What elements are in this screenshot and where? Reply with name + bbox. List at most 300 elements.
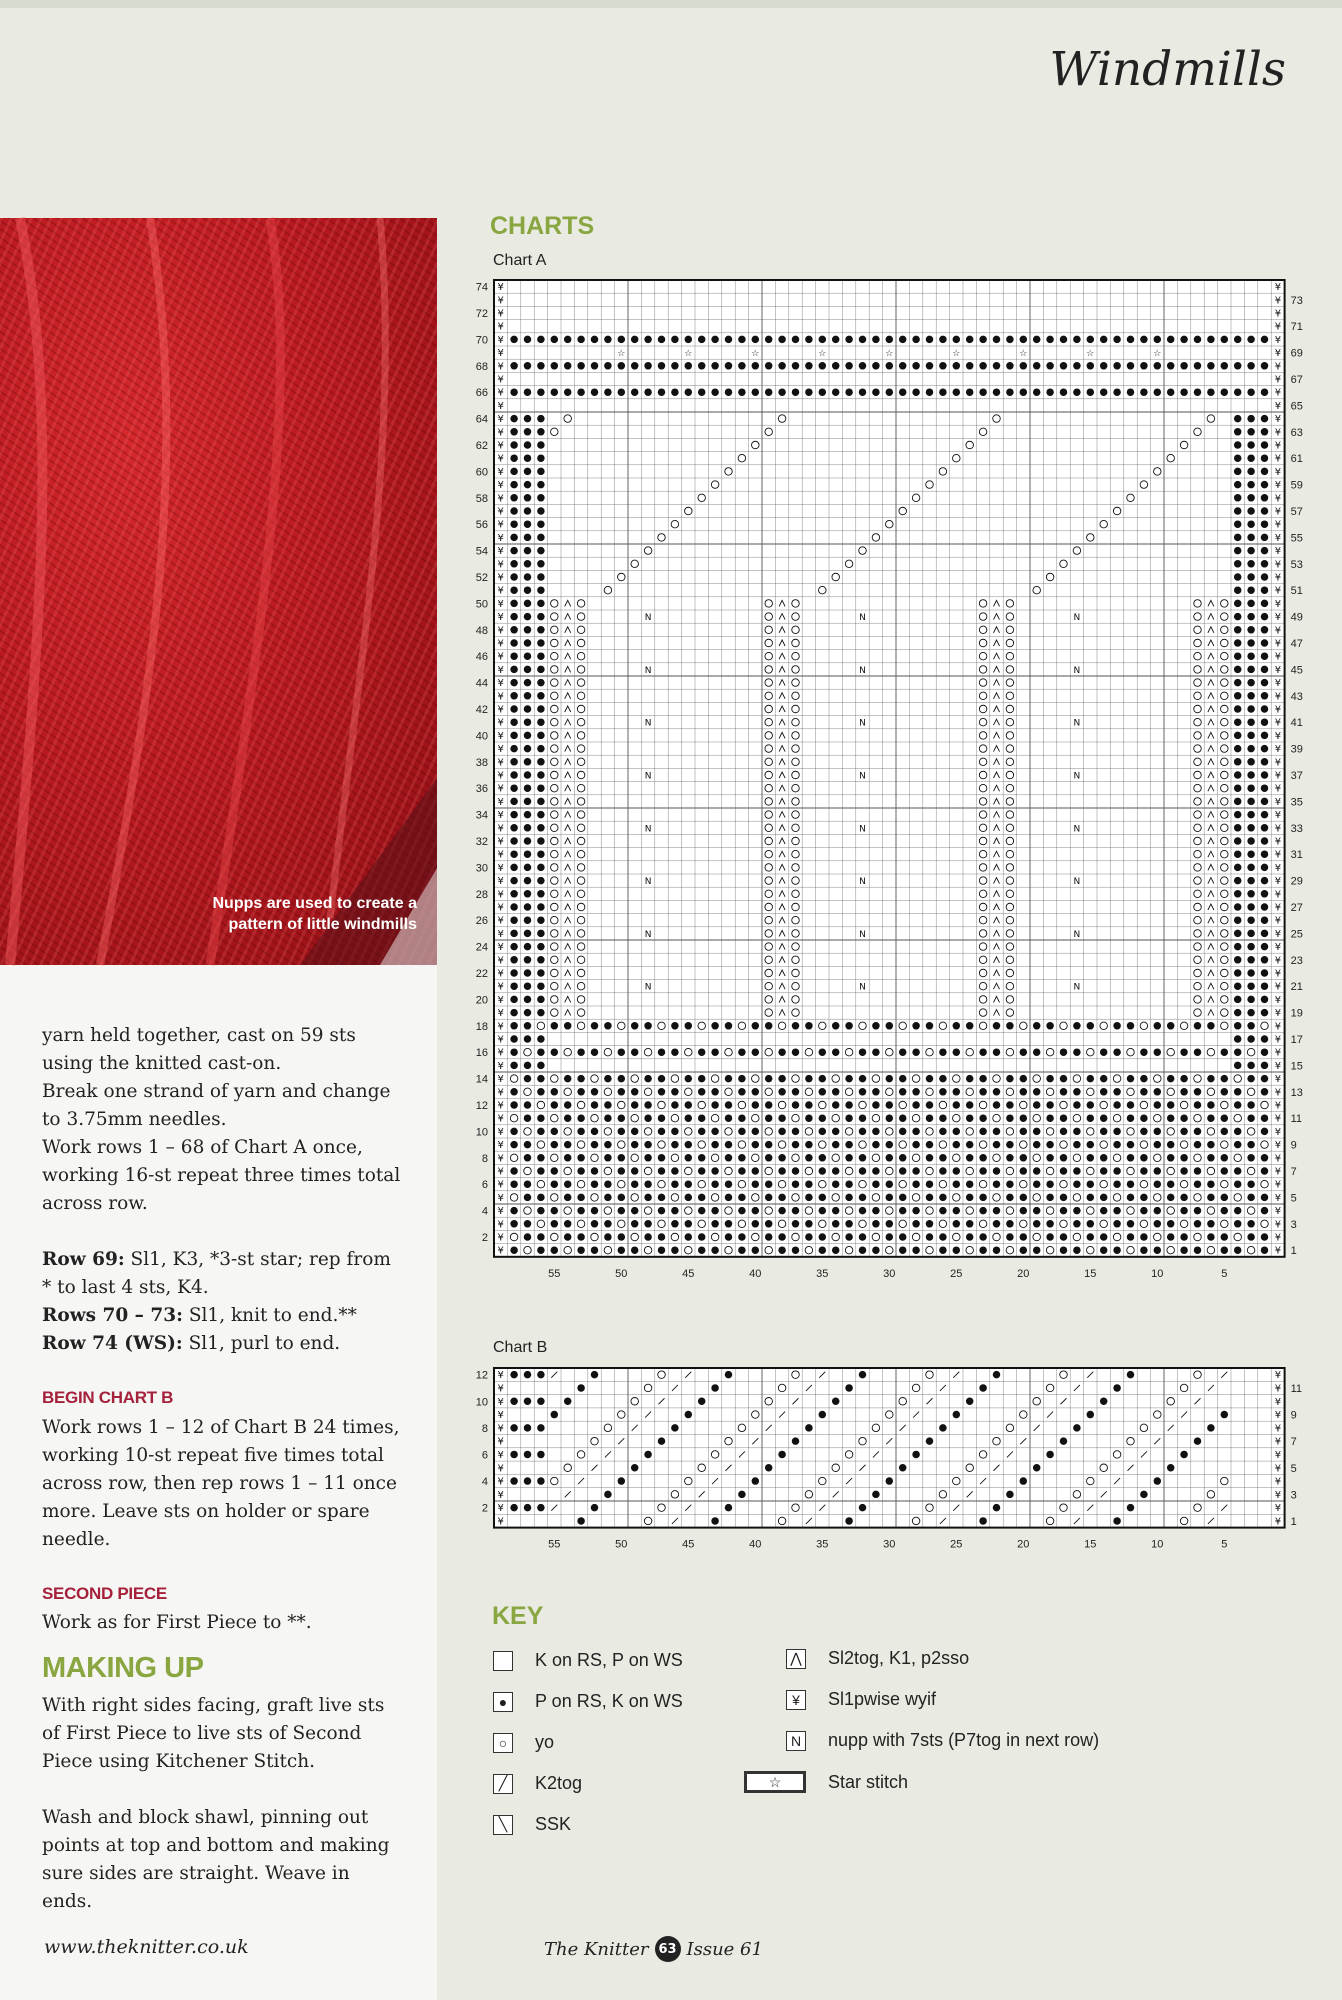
purl-mark xyxy=(1073,1101,1081,1109)
purl-mark xyxy=(510,837,518,845)
purl-mark xyxy=(1247,415,1255,423)
stitch-number: 30 xyxy=(883,1538,896,1551)
purl-mark xyxy=(1247,943,1255,951)
purl-mark xyxy=(658,388,666,396)
purl-mark xyxy=(778,1114,786,1122)
purl-mark xyxy=(618,1207,626,1215)
purl-mark xyxy=(551,1101,559,1109)
purl-mark xyxy=(658,336,666,344)
purl-mark xyxy=(1006,1022,1014,1030)
purl-mark xyxy=(510,864,518,872)
purl-mark xyxy=(738,1491,746,1499)
row-number: 33 xyxy=(1290,822,1303,835)
purl-mark xyxy=(537,1207,545,1215)
purl-mark xyxy=(1180,1154,1188,1162)
purl-mark xyxy=(1073,1088,1081,1096)
purl-mark xyxy=(537,1048,545,1056)
slip-mark: ¥ xyxy=(1274,1166,1282,1178)
purl-mark xyxy=(926,388,934,396)
slip-mark: ¥ xyxy=(497,493,504,505)
slip-mark: ¥ xyxy=(497,678,504,690)
purl-mark xyxy=(872,1167,880,1175)
purl-mark xyxy=(979,1128,987,1136)
purl-mark xyxy=(1194,362,1202,370)
purl-mark xyxy=(1046,388,1054,396)
purl-mark xyxy=(1180,336,1188,344)
purl-mark xyxy=(1207,362,1215,370)
purl-mark xyxy=(859,336,867,344)
purl-mark xyxy=(872,362,880,370)
purl-mark xyxy=(1221,1207,1229,1215)
purl-mark xyxy=(510,824,518,832)
purl-mark xyxy=(551,1022,559,1030)
purl-mark xyxy=(524,732,532,740)
slip-mark: ¥ xyxy=(1274,730,1282,742)
purl-mark xyxy=(805,1194,813,1202)
row-number: 8 xyxy=(481,1152,488,1165)
purl-mark xyxy=(537,1397,545,1405)
row-number: 20 xyxy=(475,994,488,1007)
purl-mark xyxy=(537,1088,545,1096)
slip-mark: ¥ xyxy=(497,968,504,980)
purl-mark xyxy=(510,850,518,858)
slip-mark: ¥ xyxy=(497,770,504,782)
key-label: SSK xyxy=(535,1814,572,1834)
purl-mark xyxy=(510,481,518,489)
purl-mark xyxy=(832,362,840,370)
purl-mark xyxy=(899,388,907,396)
purl-mark xyxy=(1221,362,1229,370)
purl-mark xyxy=(953,1088,961,1096)
slip-mark: ¥ xyxy=(1274,902,1282,914)
slip-mark: ¥ xyxy=(497,334,504,346)
purl-mark xyxy=(510,1062,518,1070)
row-number: 58 xyxy=(475,492,488,505)
purl-mark xyxy=(953,1220,961,1228)
purl-mark xyxy=(1046,1141,1054,1149)
purl-mark xyxy=(1247,850,1255,858)
purl-mark xyxy=(1060,1167,1068,1175)
purl-mark xyxy=(1033,336,1041,344)
purl-mark xyxy=(1113,1384,1121,1392)
purl-mark xyxy=(912,1246,920,1254)
purl-mark xyxy=(845,1141,853,1149)
nupp-mark: N xyxy=(859,824,866,835)
purl-mark xyxy=(711,1207,719,1215)
purl-mark xyxy=(604,1233,612,1241)
purl-mark xyxy=(1140,1114,1148,1122)
purl-mark xyxy=(1194,1101,1202,1109)
purl-mark xyxy=(564,1194,572,1202)
purl-mark xyxy=(886,1022,894,1030)
purl-mark xyxy=(899,1048,907,1056)
purl-mark xyxy=(577,1233,585,1241)
purl-mark xyxy=(564,1141,572,1149)
purl-mark xyxy=(604,1141,612,1149)
purl-mark xyxy=(778,1088,786,1096)
purl-mark xyxy=(939,1048,947,1056)
stitch-number: 45 xyxy=(682,1267,695,1280)
purl-mark xyxy=(524,428,532,436)
purl-mark xyxy=(524,441,532,449)
purl-mark xyxy=(1167,336,1175,344)
slip-mark: ¥ xyxy=(1274,348,1282,360)
slip-mark: ¥ xyxy=(497,1100,504,1112)
purl-mark xyxy=(939,1154,947,1162)
purl-mark xyxy=(1073,1022,1081,1030)
purl-mark xyxy=(524,1114,532,1122)
purl-mark xyxy=(966,1154,974,1162)
purl-mark xyxy=(845,1022,853,1030)
purl-mark xyxy=(832,1167,840,1175)
purl-mark xyxy=(752,388,760,396)
slip-mark: ¥ xyxy=(497,651,504,663)
purl-mark xyxy=(618,1114,626,1122)
purl-mark xyxy=(845,1180,853,1188)
purl-mark xyxy=(778,1154,786,1162)
slip-mark: ¥ xyxy=(497,1245,504,1257)
purl-mark xyxy=(711,1180,719,1188)
slip-mark: ¥ xyxy=(497,1383,504,1395)
purl-mark xyxy=(1234,1246,1242,1254)
purl-mark xyxy=(1073,1207,1081,1215)
slip-mark: ¥ xyxy=(1274,1060,1282,1072)
purl-mark xyxy=(711,336,719,344)
slip-mark: ¥ xyxy=(1274,1113,1282,1125)
purl-mark xyxy=(618,1167,626,1175)
slip-mark: ¥ xyxy=(497,981,504,993)
row-number: 10 xyxy=(475,1396,488,1409)
purl-mark xyxy=(993,1141,1001,1149)
purl-mark xyxy=(1247,1114,1255,1122)
purl-mark xyxy=(872,1491,880,1499)
purl-mark xyxy=(1234,1101,1242,1109)
purl-mark xyxy=(1261,758,1269,766)
slip-mark: ¥ xyxy=(497,1192,504,1204)
purl-mark xyxy=(537,652,545,660)
purl-mark xyxy=(1140,336,1148,344)
purl-mark xyxy=(1127,1194,1135,1202)
purl-mark xyxy=(1221,1411,1229,1419)
purl-mark xyxy=(859,1371,867,1379)
purl-mark xyxy=(1087,1180,1095,1188)
purl-mark xyxy=(1247,784,1255,792)
purl-mark xyxy=(510,626,518,634)
purl-mark xyxy=(725,1194,733,1202)
purl-mark xyxy=(537,336,545,344)
purl-mark xyxy=(537,1233,545,1241)
purl-mark xyxy=(524,798,532,806)
purl-mark xyxy=(1247,824,1255,832)
purl-mark xyxy=(912,1180,920,1188)
purl-mark xyxy=(1247,996,1255,1004)
purl-mark xyxy=(1234,890,1242,898)
purl-mark xyxy=(537,956,545,964)
row-number: 25 xyxy=(1290,928,1303,941)
purl-mark xyxy=(591,1022,599,1030)
purl-mark xyxy=(1100,1154,1108,1162)
purl-mark xyxy=(591,388,599,396)
purl-mark xyxy=(1261,890,1269,898)
purl-mark xyxy=(537,362,545,370)
purl-mark xyxy=(1073,388,1081,396)
purl-mark xyxy=(510,705,518,713)
purl-mark xyxy=(510,1504,518,1512)
purl-mark xyxy=(510,1220,518,1228)
purl-mark xyxy=(1194,1022,1202,1030)
purl-mark xyxy=(671,1207,679,1215)
purl-mark xyxy=(631,336,639,344)
purl-mark xyxy=(1247,1022,1255,1030)
slip-mark: ¥ xyxy=(497,480,504,492)
purl-mark xyxy=(1100,1194,1108,1202)
purl-mark xyxy=(537,600,545,608)
purl-mark xyxy=(537,745,545,753)
purl-mark xyxy=(685,362,693,370)
purl-mark xyxy=(537,1167,545,1175)
purl-mark xyxy=(1060,1233,1068,1241)
purl-mark xyxy=(1006,1114,1014,1122)
purl-mark xyxy=(1100,362,1108,370)
purl-mark xyxy=(872,336,880,344)
purl-mark xyxy=(1221,1128,1229,1136)
purl-mark xyxy=(1127,336,1135,344)
row-number: 30 xyxy=(475,862,488,875)
purl-mark xyxy=(1247,679,1255,687)
slip-mark: ¥ xyxy=(497,440,504,452)
purl-mark xyxy=(537,560,545,568)
purl-mark xyxy=(711,1384,719,1392)
purl-mark xyxy=(1006,1075,1014,1083)
purl-mark xyxy=(1046,1451,1054,1459)
slip-mark: ¥ xyxy=(1274,638,1282,650)
purl-mark xyxy=(1073,1167,1081,1175)
key-label: Sl2tog, K1, p2sso xyxy=(828,1648,970,1668)
purl-mark xyxy=(1194,388,1202,396)
slip-mark: ¥ xyxy=(497,374,504,386)
purl-mark xyxy=(725,362,733,370)
purl-mark xyxy=(577,388,585,396)
purl-mark xyxy=(953,1048,961,1056)
purl-mark xyxy=(872,1180,880,1188)
purl-mark xyxy=(832,1246,840,1254)
purl-mark xyxy=(711,1048,719,1056)
row-number: 32 xyxy=(475,836,488,848)
purl-mark xyxy=(1033,1464,1041,1472)
purl-mark xyxy=(845,1517,853,1525)
purl-mark xyxy=(671,336,679,344)
purl-mark xyxy=(792,388,800,396)
purl-mark xyxy=(1073,1048,1081,1056)
purl-mark xyxy=(685,388,693,396)
purl-mark xyxy=(698,336,706,344)
row-text: Sl1, knit to end.** xyxy=(182,1305,357,1326)
purl-mark xyxy=(644,1114,652,1122)
purl-mark xyxy=(658,1114,666,1122)
purl-mark xyxy=(832,1022,840,1030)
purl-mark xyxy=(805,1022,813,1030)
purl-mark xyxy=(899,1075,907,1083)
slip-mark: ¥ xyxy=(497,730,504,742)
purl-mark xyxy=(604,1075,612,1083)
slip-mark: ¥ xyxy=(1274,519,1282,531)
rows-70-73-instruction xyxy=(42,1302,402,1330)
slip-mark: ¥ xyxy=(1274,1383,1282,1395)
purl-mark xyxy=(845,336,853,344)
slip-mark: ¥ xyxy=(1274,400,1282,412)
purl-mark xyxy=(604,1101,612,1109)
purl-mark xyxy=(1167,1180,1175,1188)
purl-mark xyxy=(618,1233,626,1241)
key-item-purl xyxy=(493,1691,683,1712)
purl-mark xyxy=(631,1128,639,1136)
slip-mark: ¥ xyxy=(1274,625,1282,637)
purl-mark xyxy=(966,1141,974,1149)
purl-mark xyxy=(1140,1128,1148,1136)
purl-mark xyxy=(510,428,518,436)
purl-mark xyxy=(859,1207,867,1215)
purl-mark xyxy=(1100,388,1108,396)
purl-mark xyxy=(1127,1075,1135,1083)
purl-mark xyxy=(1167,362,1175,370)
purl-mark xyxy=(1154,1048,1162,1056)
purl-mark xyxy=(510,996,518,1004)
purl-mark xyxy=(537,388,545,396)
purl-mark xyxy=(551,1180,559,1188)
purl-mark xyxy=(685,1101,693,1109)
row-number: 36 xyxy=(475,783,488,796)
purl-mark xyxy=(832,1141,840,1149)
purl-mark xyxy=(1033,1220,1041,1228)
purl-mark xyxy=(1087,362,1095,370)
purl-mark xyxy=(1154,1167,1162,1175)
purl-mark xyxy=(819,1128,827,1136)
slip-mark: ¥ xyxy=(497,559,504,571)
row-number: 69 xyxy=(1290,347,1303,360)
purl-mark xyxy=(859,1194,867,1202)
purl-mark xyxy=(1261,520,1269,528)
purl-mark xyxy=(792,1128,800,1136)
purl-mark xyxy=(1180,388,1188,396)
purl-mark xyxy=(1234,494,1242,502)
purl-mark xyxy=(510,1035,518,1043)
purl-mark xyxy=(1247,1009,1255,1017)
purl-mark xyxy=(1127,1233,1135,1241)
purl-mark xyxy=(1247,692,1255,700)
purl-mark xyxy=(551,1141,559,1149)
purl-mark xyxy=(1247,428,1255,436)
purl-mark xyxy=(819,1246,827,1254)
purl-mark xyxy=(792,1437,800,1445)
slip-mark: ¥ xyxy=(497,849,504,861)
row-number: 71 xyxy=(1290,321,1303,334)
purl-mark xyxy=(537,415,545,423)
purl-mark xyxy=(1247,718,1255,726)
row-number: 74 xyxy=(475,281,488,294)
purl-mark xyxy=(564,1233,572,1241)
purl-mark xyxy=(1261,718,1269,726)
purl-mark xyxy=(819,1233,827,1241)
purl-mark xyxy=(832,336,840,344)
chart-a-label: Chart A xyxy=(493,252,547,269)
purl-mark xyxy=(524,1371,532,1379)
purl-mark xyxy=(1234,336,1242,344)
slip-mark: ¥ xyxy=(1274,783,1282,795)
slip-mark: ¥ xyxy=(1274,717,1282,729)
purl-mark xyxy=(792,1048,800,1056)
purl-mark xyxy=(1046,1233,1054,1241)
purl-mark xyxy=(912,362,920,370)
row-number: 60 xyxy=(475,466,488,479)
stitch-number: 15 xyxy=(1084,1538,1097,1551)
purl-mark xyxy=(1127,1154,1135,1162)
purl-mark xyxy=(993,1207,1001,1215)
purl-mark xyxy=(1261,586,1269,594)
purl-mark xyxy=(899,1464,907,1472)
row-number: 42 xyxy=(475,704,488,716)
purl-mark xyxy=(604,362,612,370)
purl-mark xyxy=(752,1246,760,1254)
purl-mark xyxy=(1194,1128,1202,1136)
purl-mark xyxy=(1247,890,1255,898)
key-item-k2tog xyxy=(493,1773,582,1794)
purl-mark xyxy=(537,1504,545,1512)
purl-mark xyxy=(1261,1075,1269,1083)
purl-mark xyxy=(631,388,639,396)
purl-mark xyxy=(819,1167,827,1175)
slip-mark: ¥ xyxy=(1274,1126,1282,1138)
row-number: 19 xyxy=(1290,1007,1303,1020)
purl-mark xyxy=(979,1114,987,1122)
purl-mark xyxy=(899,1088,907,1096)
slip-mark: ¥ xyxy=(1274,1423,1282,1435)
purl-mark xyxy=(524,916,532,924)
purl-mark xyxy=(1113,1167,1121,1175)
purl-mark xyxy=(725,1075,733,1083)
slip-mark: ¥ xyxy=(497,308,504,320)
purl-mark xyxy=(805,1220,813,1228)
key-item-nupp xyxy=(786,1730,1099,1751)
purl-mark xyxy=(859,1167,867,1175)
purl-mark xyxy=(979,362,987,370)
purl-mark xyxy=(644,1154,652,1162)
purl-mark xyxy=(1087,1220,1095,1228)
purl-mark xyxy=(1127,1114,1135,1122)
purl-mark xyxy=(993,1220,1001,1228)
purl-mark xyxy=(778,1246,786,1254)
slip-mark: ¥ xyxy=(1274,598,1282,610)
purl-mark xyxy=(1261,930,1269,938)
purl-mark xyxy=(1020,1246,1028,1254)
purl-mark xyxy=(537,441,545,449)
purl-mark xyxy=(912,1220,920,1228)
purl-mark xyxy=(1180,1451,1188,1459)
slip-mark: ¥ xyxy=(1274,1463,1282,1475)
purl-mark xyxy=(1140,1207,1148,1215)
purl-mark xyxy=(1113,1022,1121,1030)
purl-mark xyxy=(658,1128,666,1136)
purl-mark xyxy=(1180,1128,1188,1136)
purl-mark xyxy=(899,1207,907,1215)
purl-mark xyxy=(1033,1048,1041,1056)
purl-mark xyxy=(886,1180,894,1188)
purl-mark xyxy=(792,1141,800,1149)
purl-mark xyxy=(551,1048,559,1056)
purl-mark xyxy=(1247,745,1255,753)
purl-mark xyxy=(725,1220,733,1228)
purl-mark xyxy=(1234,586,1242,594)
purl-mark xyxy=(524,1154,532,1162)
